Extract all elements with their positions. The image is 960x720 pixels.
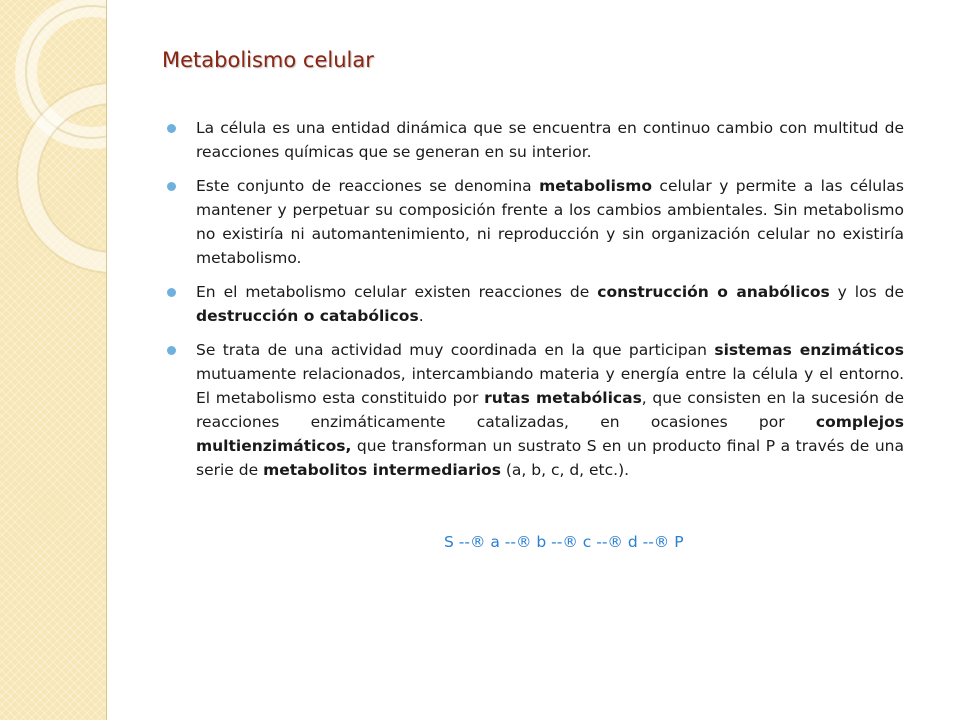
bullet-list <box>160 116 904 492</box>
bullet-text: que transforman un sustrato S en un producto final P a través de una serie de <box>196 437 904 479</box>
bullet-text: Se trata de una actividad muy coordinada en la que participan <box>196 341 715 359</box>
bullet-icon <box>167 182 176 191</box>
bold-term: metabolitos intermediarios <box>263 461 501 479</box>
bullet-icon <box>167 124 176 133</box>
decorative-rings-icon <box>0 0 106 720</box>
bullet-text: , que consisten en la sucesión de reacciones enzimáticamente catalizadas, en ocasiones por <box>196 389 904 431</box>
bullet-text: y los de <box>829 283 904 301</box>
bullet-item <box>160 174 904 270</box>
bullet-text: En el metabolismo celular existen reacciones de <box>196 283 598 301</box>
bullet-text: (a, b, c, d, etc.). <box>500 461 630 479</box>
bullet-text: . <box>418 307 424 325</box>
reaction-formula: S --® a --® b --® c --® d --® P <box>444 533 684 551</box>
bullet-text: Este conjunto de reacciones se denomina <box>196 177 540 195</box>
bold-term: complejos multienzimáticos, <box>196 413 904 455</box>
bullet-text: La célula es una entidad dinámica que se encuentra en continuo cambio con multitud de reacciones químicas que se generan en su interior. <box>196 119 904 161</box>
bullet-item <box>160 116 904 164</box>
bullet-text: mutuamente relacionados, intercambiando materia y energía entre la célula y el entorno. El metabolismo esta constituido por <box>196 365 904 407</box>
bold-term: destrucción o catabólicos <box>196 307 419 325</box>
bold-term: rutas metabólicas <box>484 389 642 407</box>
slide-title: Metabolismo celular <box>162 48 374 72</box>
bullet-item <box>160 338 904 482</box>
bold-term: metabolismo <box>539 177 653 195</box>
bold-term: construcción o anabólicos <box>597 283 830 301</box>
decorative-side-band <box>0 0 107 720</box>
bullet-item <box>160 280 904 328</box>
bullet-icon <box>167 288 176 297</box>
bullet-text: celular y permite a las células mantener y perpetuar su composición frente a los cambios ambientales. Sin metabolismo no existiría ni automantenimiento, ni reproducción y sin organización celular no existiría metabolismo. <box>196 177 905 267</box>
bullet-icon <box>167 346 176 355</box>
bold-term: sistemas enzimáticos <box>714 341 904 359</box>
